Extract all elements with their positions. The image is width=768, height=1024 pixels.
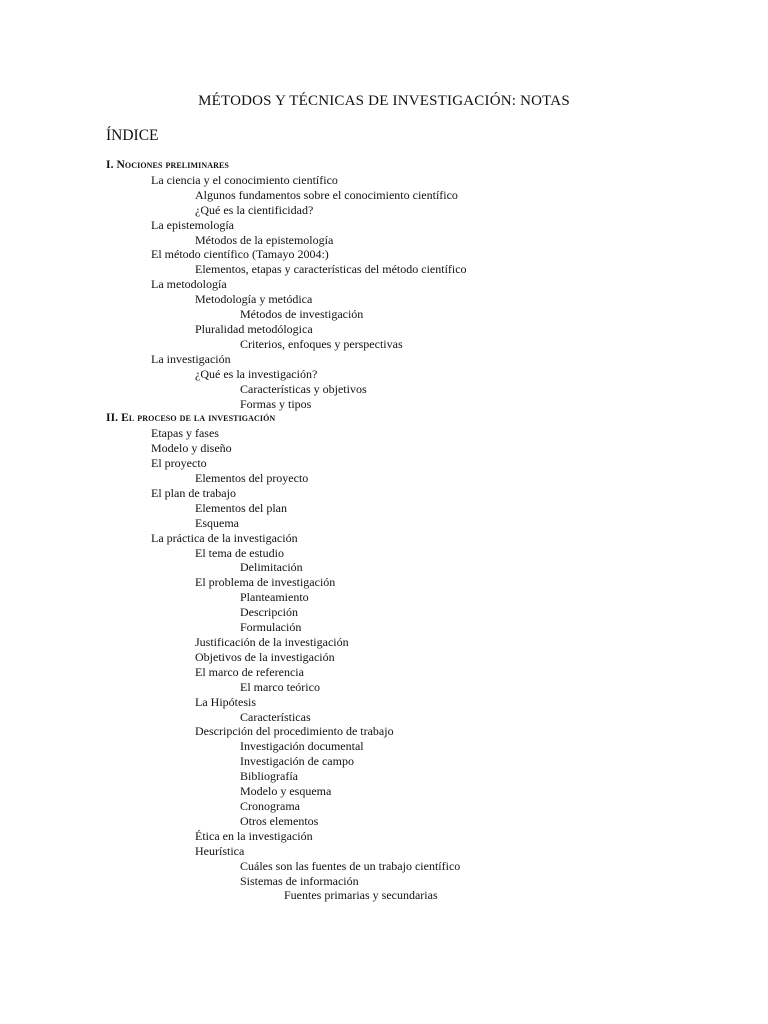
toc-entry: Bibliografía bbox=[240, 769, 298, 784]
toc-entry: Elementos, etapas y características del método científico bbox=[195, 262, 467, 277]
toc-entry: ¿Qué es la investigación? bbox=[195, 366, 318, 381]
toc-entry: Sistemas de información bbox=[240, 873, 359, 888]
toc-entry: Elementos del proyecto bbox=[195, 471, 309, 486]
toc-entry: Justificación de la investigación bbox=[195, 635, 349, 649]
toc-entry: Algunos fundamentos sobre el conocimiento científico bbox=[195, 187, 458, 202]
document-title: MÉTODOS Y TÉCNICAS DE INVESTIGACIÓN: NOTAS bbox=[198, 93, 570, 109]
toc-entry: ¿Qué es la cientificidad? bbox=[195, 202, 314, 217]
toc-entry: Modelo y diseño bbox=[151, 441, 232, 456]
toc-entry: La investigación bbox=[151, 351, 231, 366]
toc-entry: El método científico (Tamayo 2004:) bbox=[151, 247, 329, 262]
toc-entry: Investigación de campo bbox=[240, 754, 354, 769]
toc-entry: Cronograma bbox=[240, 798, 300, 813]
toc-entry: Planteamiento bbox=[240, 590, 309, 605]
toc-entry: Formas y tipos bbox=[240, 396, 312, 411]
toc-entry: El problema de investigación bbox=[195, 575, 336, 590]
toc-entry: Etapas y fases bbox=[151, 426, 219, 441]
toc-entry: Otros elementos bbox=[240, 813, 319, 828]
table-of-contents bbox=[106, 158, 467, 903]
toc-entry: El marco teórico bbox=[240, 679, 320, 694]
toc-entry: Elementos del plan bbox=[195, 500, 287, 515]
toc-entry: Métodos de investigación bbox=[240, 307, 364, 322]
toc-entry: Modelo y esquema bbox=[240, 784, 332, 799]
toc-entry: Criterios, enfoques y perspectivas bbox=[240, 336, 403, 351]
toc-section-heading: II. El proceso de la investigación bbox=[106, 412, 276, 425]
toc-entry: Métodos de la epistemología bbox=[195, 232, 334, 247]
toc-entry: Metodología y metódica bbox=[195, 292, 313, 307]
toc-entry: El plan de trabajo bbox=[151, 485, 236, 500]
index-heading: ÍNDICE bbox=[106, 127, 159, 144]
toc-entry: Objetivos de la investigación bbox=[195, 649, 335, 664]
toc-entry: Heurística bbox=[195, 843, 245, 858]
toc-entry: El proyecto bbox=[151, 456, 207, 471]
toc-entry: Descripción del procedimiento de trabajo bbox=[195, 724, 394, 739]
toc-entry: Formulación bbox=[240, 620, 302, 635]
toc-section-heading: I. Nociones preliminares bbox=[106, 159, 229, 171]
toc-entry: Características bbox=[240, 709, 311, 724]
toc-entry: Pluralidad metodólogica bbox=[195, 321, 313, 336]
toc-entry: Investigación documental bbox=[240, 739, 364, 754]
toc-entry: Delimitación bbox=[240, 560, 303, 575]
toc-entry: El marco de referencia bbox=[195, 664, 304, 679]
toc-entry: El tema de estudio bbox=[195, 545, 284, 560]
toc-entry: La metodología bbox=[151, 277, 227, 292]
toc-entry: La ciencia y el conocimiento científico bbox=[151, 172, 338, 187]
toc-entry: Fuentes primarias y secundarias bbox=[284, 888, 438, 903]
toc-entry: La epistemología bbox=[151, 217, 234, 232]
toc-entry: Cuáles son las fuentes de un trabajo científico bbox=[240, 858, 461, 873]
toc-entry: Ética en la investigación bbox=[195, 828, 313, 843]
toc-entry: La Hipótesis bbox=[195, 694, 256, 709]
toc-entry: Características y objetivos bbox=[240, 381, 367, 396]
toc-entry: Esquema bbox=[195, 515, 239, 530]
toc-entry: La práctica de la investigación bbox=[151, 530, 298, 545]
toc-entry: Descripción bbox=[240, 605, 298, 620]
